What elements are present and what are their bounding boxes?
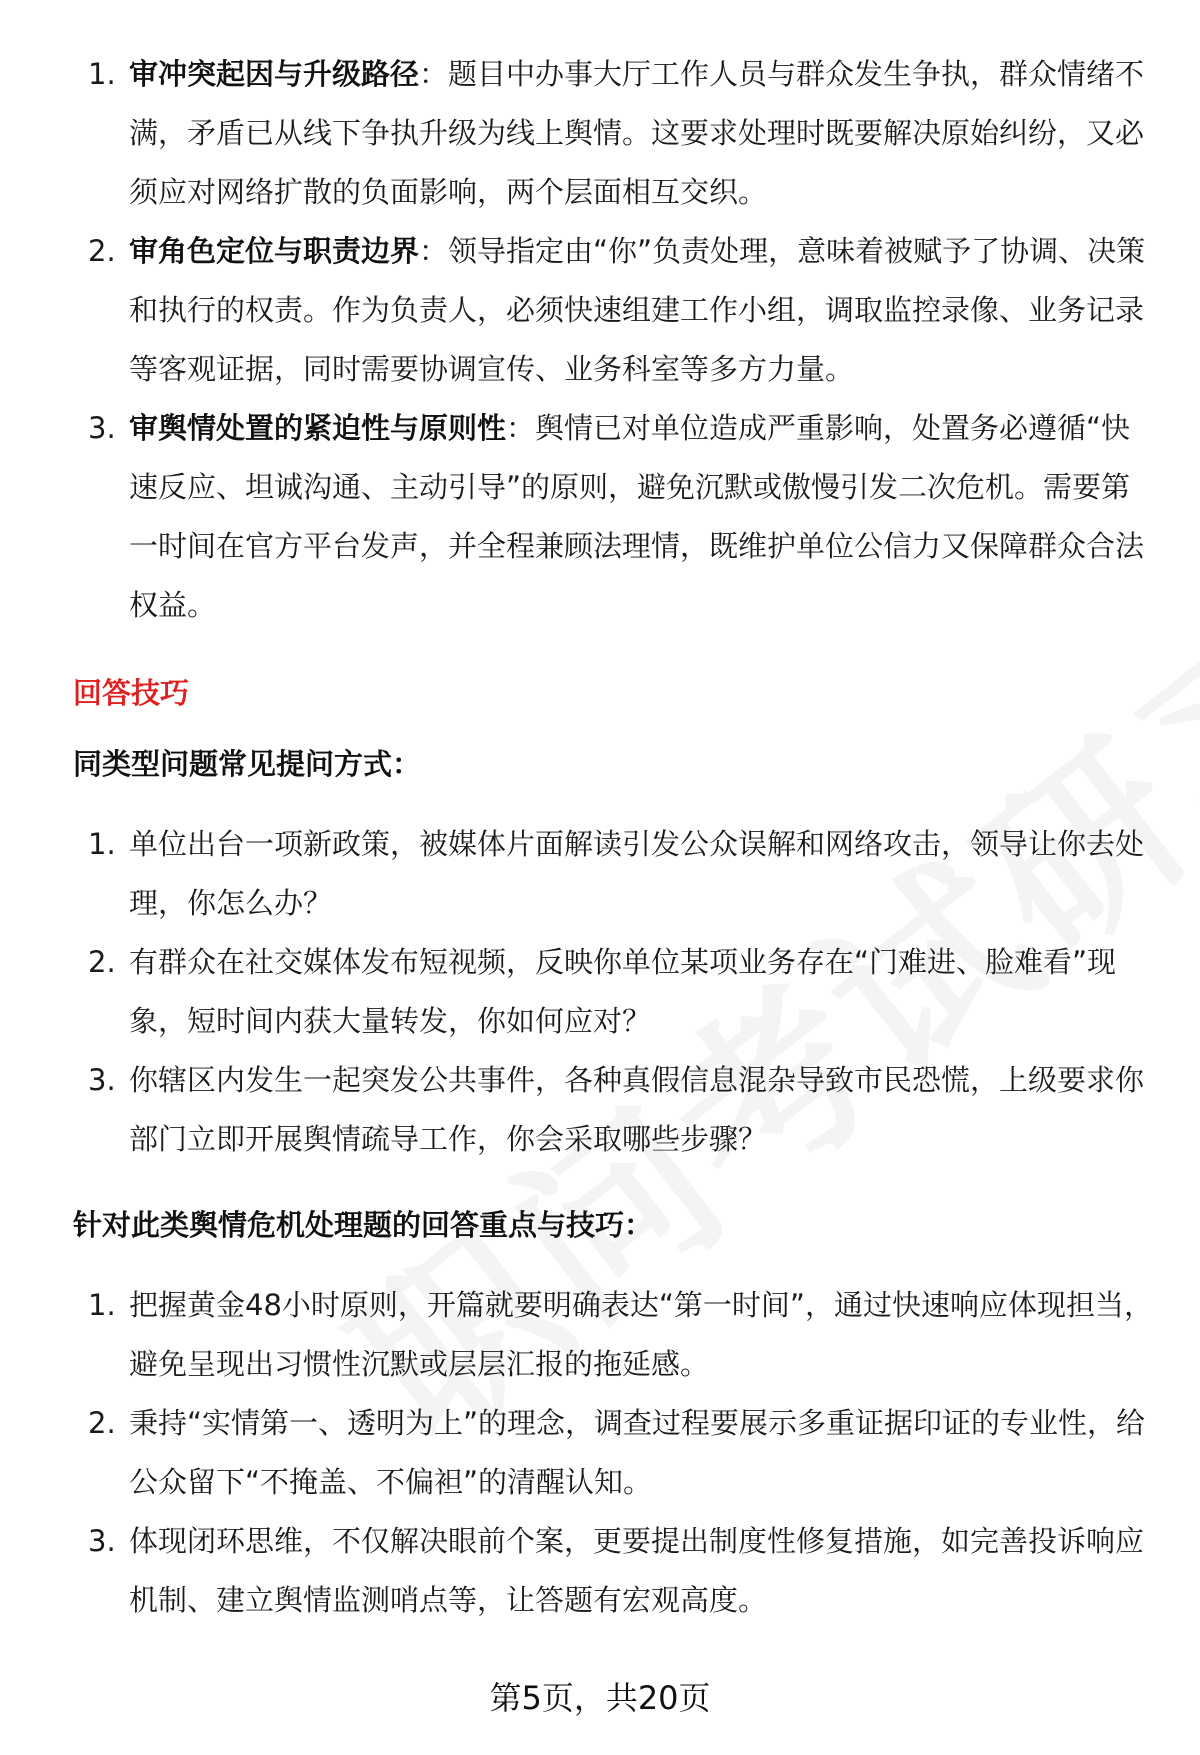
list-item <box>73 222 1153 399</box>
item-number: 3. <box>88 1063 116 1097</box>
item-text: 把握黄金48小时原则，开篇就要明确表达“第一时间”，通过快速响应体现担当，避免呈现出习惯性沉默或层层汇报的拖延感。 <box>129 1288 1153 1381</box>
item-number: 2. <box>88 1406 116 1440</box>
item-number: 2. <box>88 945 116 979</box>
list-item <box>73 1394 1153 1512</box>
item-text: ：领导指定由“你”负责处理，意味着被赋予了协调、决策和执行的权责。作为负责人，必须快速组建工作小组，调取监控录像、业务记录等客观证据，同时需要协调宣传、业务科室等多方力量。 <box>129 234 1146 386</box>
item-number: 2. <box>88 234 116 268</box>
subheading-question-types: 同类型问题常见提问方式： <box>73 747 422 781</box>
item-text: 体现闭环思维，不仅解决眼前个案，更要提出制度性修复措施，如完善投诉响应机制、建立舆情监测哨点等，让答题有宏观高度。 <box>129 1524 1145 1617</box>
item-number: 1. <box>88 57 116 91</box>
list-item <box>73 1051 1153 1169</box>
page-number-footer: 第5页，共20页 <box>489 1679 711 1717</box>
item-text: 有群众在社交媒体发布短视频，反映你单位某项业务存在“门难进、脸难看”现象，短时间内获大量转发，你如何应对？ <box>129 945 1117 1038</box>
section-title: 回答技巧 <box>73 676 190 710</box>
item-text: 秉持“实情第一、透明为上”的理念，调查过程要展示多重证据印证的专业性，给公众留下“不掩盖、不偏袒”的清醒认知。 <box>129 1406 1146 1499</box>
item-number: 3. <box>88 411 116 445</box>
answer-tips-list <box>73 1276 1153 1630</box>
item-lead: 审冲突起因与升级路径 <box>129 57 420 91</box>
page-content <box>73 45 1153 1630</box>
item-number: 1. <box>88 1288 116 1322</box>
analysis-list <box>73 45 1153 635</box>
list-item <box>73 1276 1153 1394</box>
subheading-answer-tips: 针对此类舆情危机处理题的回答重点与技巧： <box>73 1208 654 1242</box>
item-text: 单位出台一项新政策，被媒体片面解读引发公众误解和网络攻击，领导让你去处理，你怎么办？ <box>129 827 1145 920</box>
item-text: ：舆情已对单位造成严重影响，处置务必遵循“快速反应、坦诚沟通、主动引导”的原则，避免沉默或傲慢引发二次危机。需要第一时间在官方平台发声，并全程兼顾法理情，既维护单位公信力又保障群众合法权益。 <box>129 411 1145 622</box>
list-item <box>73 399 1153 635</box>
item-text: ：题目中办事大厅工作人员与群众发生争执，群众情绪不满，矛盾已从线下争执升级为线上舆情。这要求处理时既要解决原始纠纷，又必须应对网络扩散的负面影响，两个层面相互交织。 <box>129 57 1145 209</box>
item-number: 1. <box>88 827 116 861</box>
question-types-list <box>73 815 1153 1169</box>
item-text: 你辖区内发生一起突发公共事件，各种真假信息混杂导致市民恐慌，上级要求你部门立即开展舆情疏导工作，你会采取哪些步骤？ <box>129 1063 1145 1156</box>
list-item <box>73 45 1153 222</box>
item-lead: 审角色定位与职责边界 <box>129 234 420 268</box>
list-item <box>73 933 1153 1051</box>
list-item <box>73 815 1153 933</box>
item-lead: 审舆情处置的紧迫性与原则性 <box>129 411 507 445</box>
item-number: 3. <box>88 1524 116 1558</box>
list-item <box>73 1512 1153 1630</box>
